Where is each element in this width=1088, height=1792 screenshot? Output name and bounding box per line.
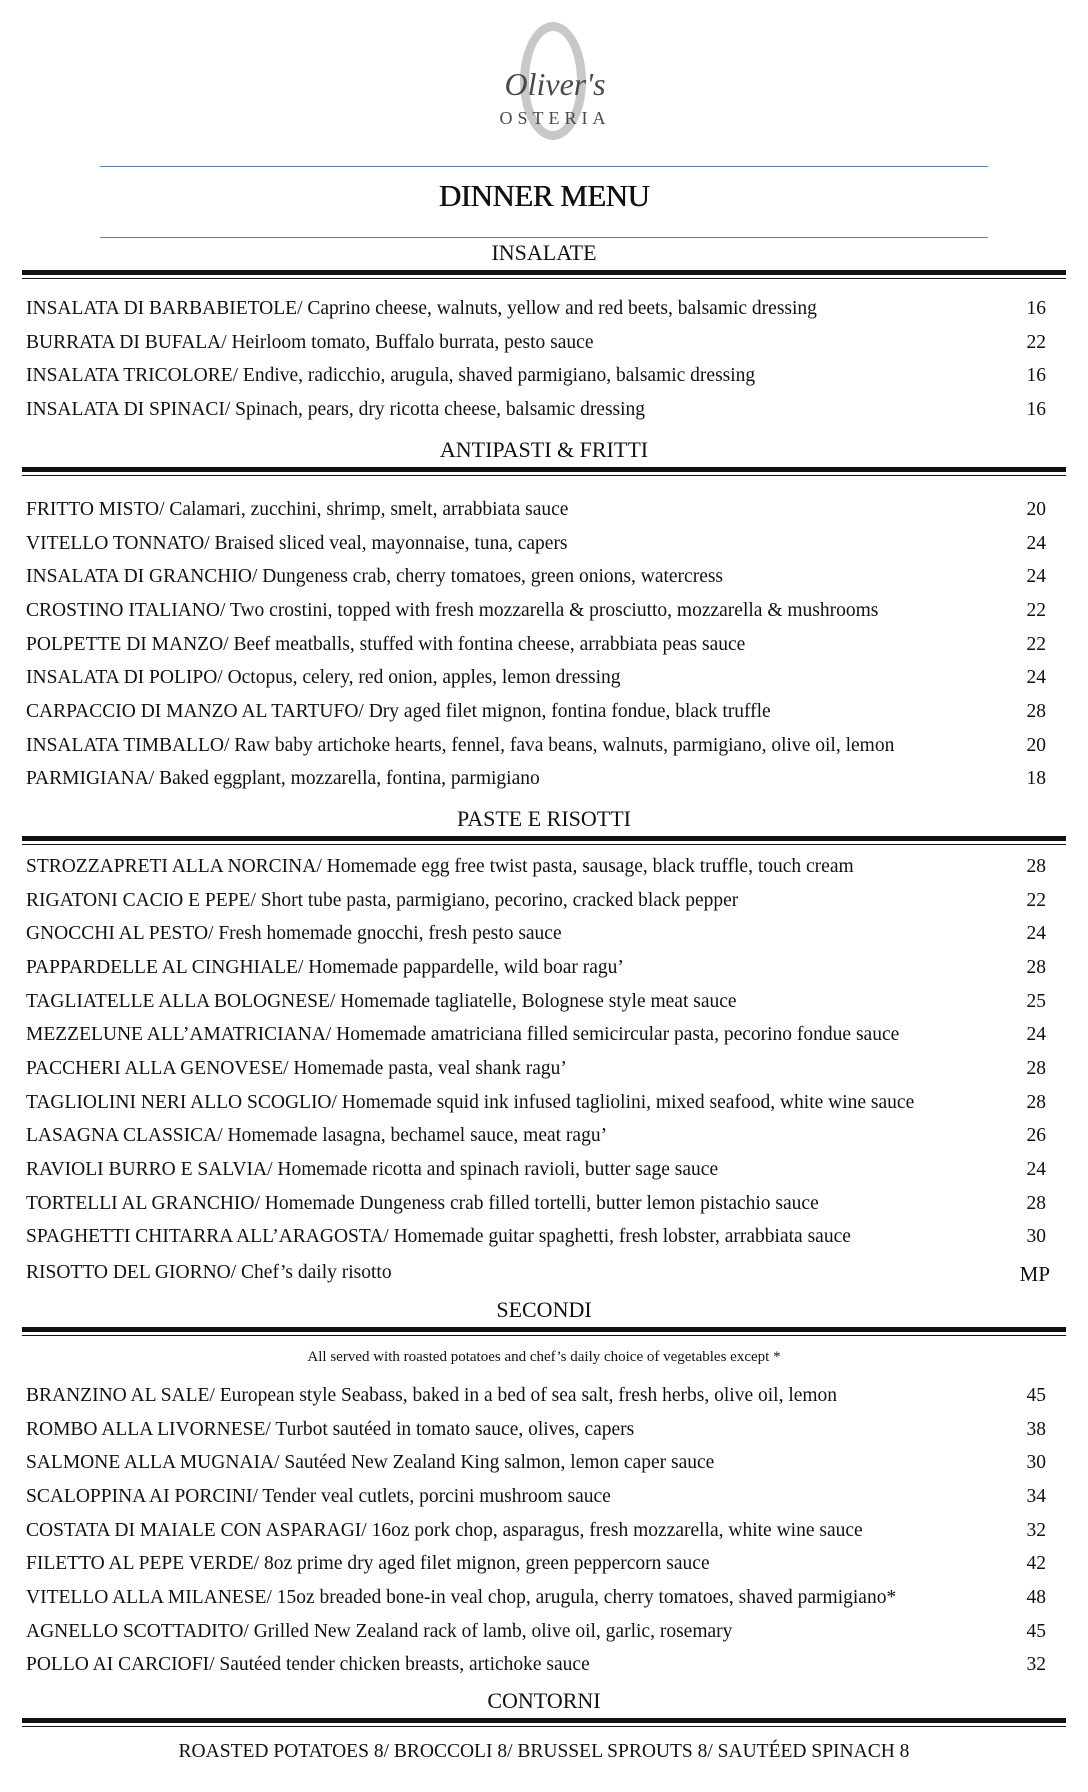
- section-rule: [22, 467, 1066, 476]
- menu-item: ROMBO ALLA LIVORNESE/ Turbot sautéed in tomato sauce, olives, capers 38: [26, 1419, 1046, 1440]
- menu-item: INSALATA TRICOLORE/ Endive, radicchio, arugula, shaved parmigiano, balsamic dressing 16: [26, 365, 1046, 386]
- menu-item: BURRATA DI BUFALA/ Heirloom tomato, Buffalo burrata, pesto sauce 22: [26, 332, 1046, 353]
- menu-item: CARPACCIO DI MANZO AL TARTUFO/ Dry aged filet mignon, fontina fondue, black truffle 28: [26, 701, 1046, 722]
- menu-item: SALMONE ALLA MUGNAIA/ Sautéed New Zealand King salmon, lemon caper sauce 30: [26, 1452, 1046, 1473]
- menu-item: SCALOPPINA AI PORCINI/ Tender veal cutlets, porcini mushroom sauce 34: [26, 1486, 1046, 1507]
- section-rule: [22, 1718, 1066, 1727]
- section-rule: [22, 270, 1066, 279]
- menu-item: SPAGHETTI CHITARRA ALL’ARAGOSTA/ Homemade guitar spaghetti, fresh lobster, arrabbiata sauce 30: [26, 1226, 1046, 1247]
- menu-item: FRITTO MISTO/ Calamari, zucchini, shrimp, smelt, arrabbiata sauce 20: [26, 499, 1046, 520]
- menu-item: VITELLO ALLA MILANESE/ 15oz breaded bone-in veal chop, arugula, cherry tomatoes, shaved parmigiano* 48: [26, 1587, 1046, 1608]
- menu-item: STROZZAPRETI ALLA NORCINA/ Homemade egg free twist pasta, sausage, black truffle, touch cream 28: [26, 856, 1046, 877]
- menu-item: PACCHERI ALLA GENOVESE/ Homemade pasta, veal shank ragu’ 28: [26, 1058, 1046, 1079]
- menu-item: BRANZINO AL SALE/ European style Seabass, baked in a bed of sea salt, fresh herbs, olive oil, lemon 45: [26, 1385, 1046, 1406]
- menu-item: TAGLIOLINI NERI ALLO SCOGLIO/ Homemade squid ink infused tagliolini, mixed seafood, white wine sauce 28: [26, 1092, 1046, 1113]
- section-heading-insalate: INSALATE: [491, 240, 597, 265]
- divider-top: [100, 166, 988, 167]
- section-heading-antipasti: ANTIPASTI & FRITTI: [439, 437, 649, 462]
- menu-item: TAGLIATELLE ALLA BOLOGNESE/ Homemade tagliatelle, Bolognese style meat sauce 25: [26, 991, 1046, 1012]
- menu-item: TORTELLI AL GRANCHIO/ Homemade Dungeness crab filled tortelli, butter lemon pistachio sauce 28: [26, 1193, 1046, 1214]
- menu-item: VITELLO TONNATO/ Braised sliced veal, mayonnaise, tuna, capers 24: [26, 533, 1046, 554]
- section-rule: [22, 1327, 1066, 1336]
- page-title: DINNER MENU: [438, 178, 650, 213]
- menu-item: MEZZELUNE ALL’AMATRICIANA/ Homemade amatriciana filled semicircular pasta, pecorino fondue sauce 24: [26, 1024, 1046, 1045]
- menu-item: FILETTO AL PEPE VERDE/ 8oz prime dry aged filet mignon, green peppercorn sauce 42: [26, 1553, 1046, 1574]
- menu-item: GNOCCHI AL PESTO/ Fresh homemade gnocchi, fresh pesto sauce 24: [26, 923, 1046, 944]
- menu-item: INSALATA DI GRANCHIO/ Dungeness crab, cherry tomatoes, green onions, watercress 24: [26, 566, 1046, 587]
- logo-subtitle: OSTERIA: [499, 108, 611, 128]
- menu-item: INSALATA DI BARBABIETOLE/ Caprino cheese, walnuts, yellow and red beets, balsamic dressing 16: [26, 298, 1046, 319]
- menu-item: INSALATA DI SPINACI/ Spinach, pears, dry ricotta cheese, balsamic dressing 16: [26, 399, 1046, 420]
- menu-item: AGNELLO SCOTTADITO/ Grilled New Zealand rack of lamb, olive oil, garlic, rosemary 45: [26, 1621, 1046, 1642]
- menu-item: PARMIGIANA/ Baked eggplant, mozzarella, fontina, parmigiano 18: [26, 768, 1046, 789]
- section-heading-paste: PASTE E RISOTTI: [457, 806, 631, 831]
- menu-item: INSALATA TIMBALLO/ Raw baby artichoke hearts, fennel, fava beans, walnuts, parmigiano, olive oil, lemon 20: [26, 735, 1046, 756]
- section-note: All served with roasted potatoes and chef’s daily choice of vegetables except *: [307, 1349, 781, 1365]
- contorni-list: ROASTED POTATOES 8/ BROCCOLI 8/ BRUSSEL SPROUTS 8/ SAUTÉED SPINACH 8: [178, 1741, 910, 1762]
- menu-item: RIGATONI CACIO E PEPE/ Short tube pasta, parmigiano, pecorino, cracked black pepper 22: [26, 890, 1046, 911]
- section-rule: [22, 836, 1066, 845]
- divider-title: [100, 237, 988, 238]
- menu-item: COSTATA DI MAIALE CON ASPARAGI/ 16oz pork chop, asparagus, fresh mozzarella, white wine sauce 32: [26, 1520, 1046, 1541]
- logo: [480, 22, 630, 152]
- menu-item: POLPETTE DI MANZO/ Beef meatballs, stuffed with fontina cheese, arrabbiata peas sauce 22: [26, 634, 1046, 655]
- menu-item: POLLO AI CARCIOFI/ Sautéed tender chicken breasts, artichoke sauce 32: [26, 1654, 1046, 1675]
- menu-item: RISOTTO DEL GIORNO/ Chef’s daily risotto MP: [26, 1262, 1050, 1286]
- menu-item: RAVIOLI BURRO E SALVIA/ Homemade ricotta and spinach ravioli, butter sage sauce 24: [26, 1159, 1046, 1180]
- section-heading-contorni: CONTORNI: [487, 1688, 601, 1713]
- menu-item: LASAGNA CLASSICA/ Homemade lasagna, bechamel sauce, meat ragu’ 26: [26, 1125, 1046, 1146]
- menu-item: CROSTINO ITALIANO/ Two crostini, topped with fresh mozzarella & prosciutto, mozzarella & mushrooms 22: [26, 600, 1046, 621]
- menu-item: INSALATA DI POLIPO/ Octopus, celery, red onion, apples, lemon dressing 24: [26, 667, 1046, 688]
- logo-name: Oliver's: [504, 66, 606, 102]
- section-heading-secondi: SECONDI: [496, 1297, 592, 1322]
- menu-item: PAPPARDELLE AL CINGHIALE/ Homemade pappardelle, wild boar ragu’ 28: [26, 957, 1046, 978]
